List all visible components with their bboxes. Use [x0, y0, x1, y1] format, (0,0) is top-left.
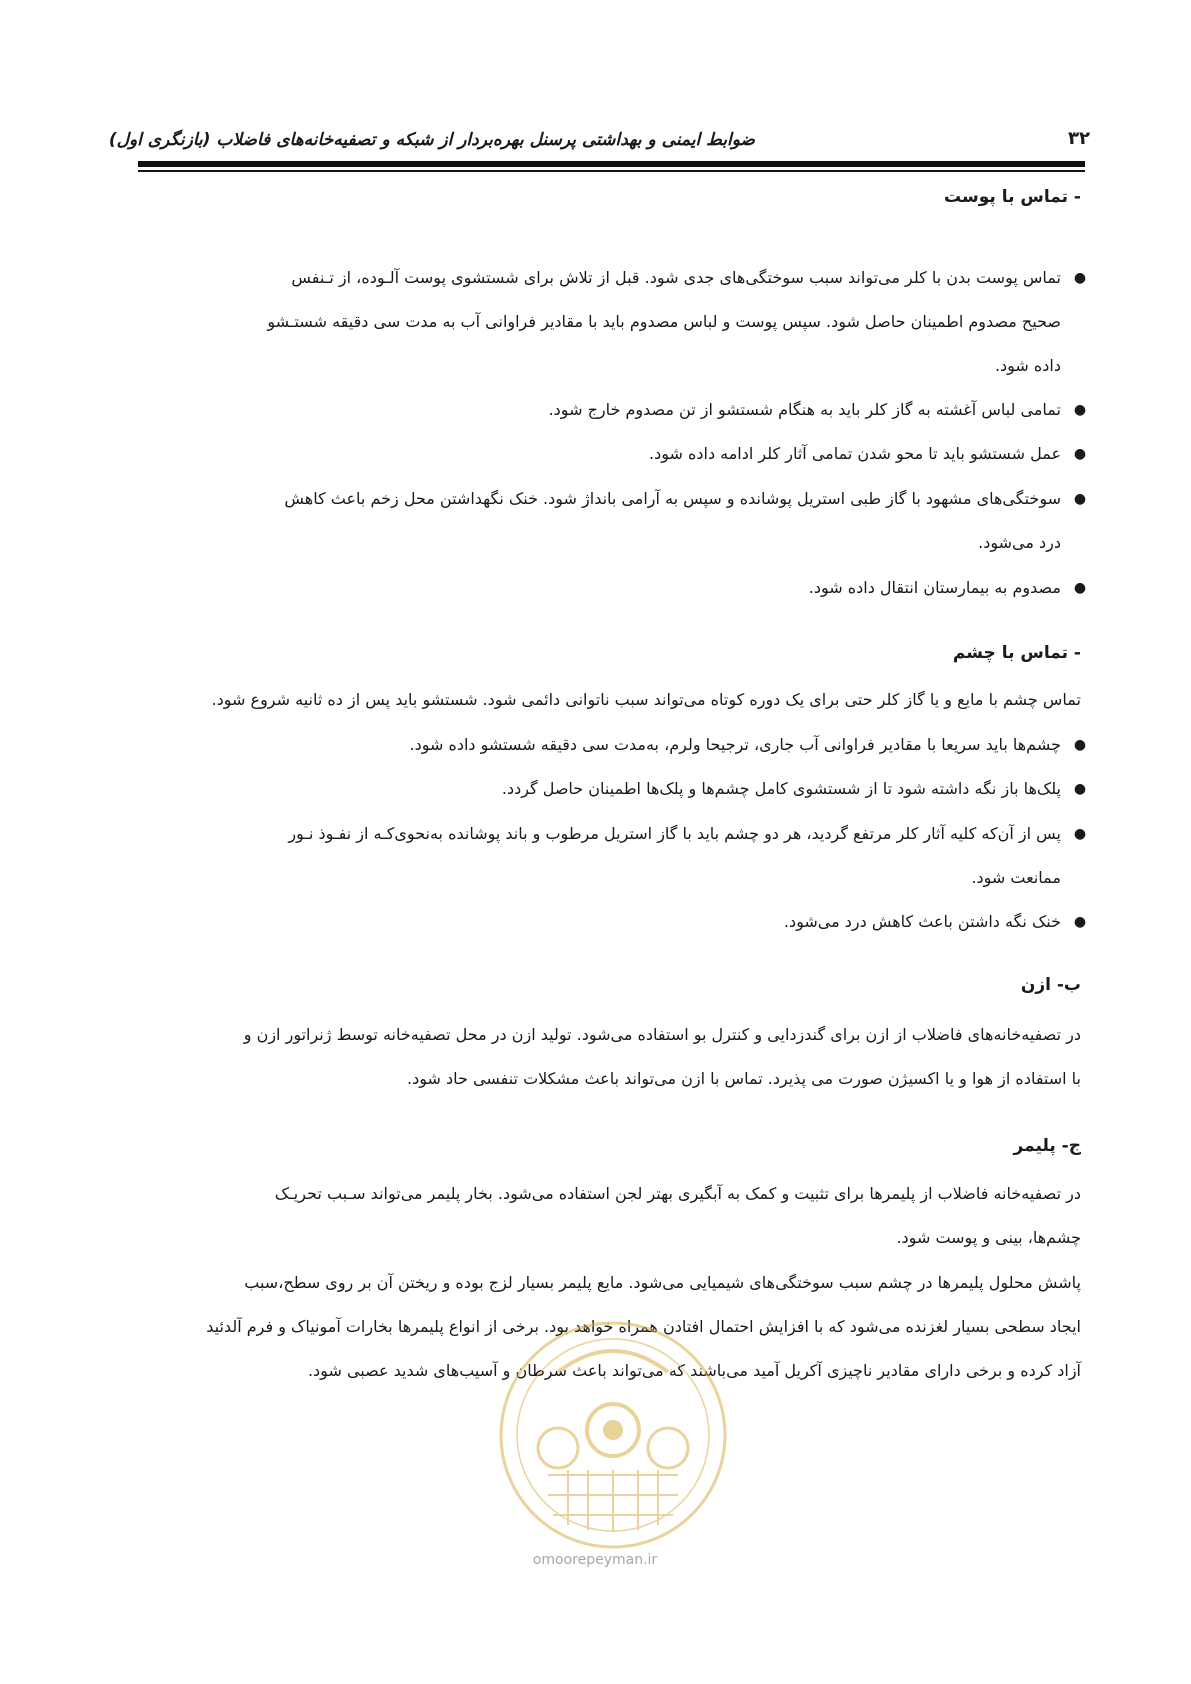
- header-rule-thin: [138, 170, 1085, 172]
- ozone-paragraph-line-2: با استفاده از هوا و یا اکسیژن صورت می پذیرد. تماس با ازن می‌تواند باعث مشکلات تنفسی حاد شود.: [407, 1069, 1081, 1088]
- section-heading-eye: - تماس با چشم: [952, 643, 1081, 663]
- eye-bullet-3-line-2: ممانعت شود.: [971, 868, 1061, 887]
- watermark-seal-icon: [488, 1310, 738, 1560]
- bullet-marker: ●: [1073, 402, 1087, 418]
- ozone-paragraph-line-1: در تصفیه‌خانه‌های فاضلاب از ازن برای گندزدایی و کنترل بو استفاده می‌شود. تولید ازن در محل تصفیه‌خانه توسط ژنراتور ازن و: [243, 1025, 1081, 1044]
- bullet-marker: ●: [1073, 826, 1087, 842]
- bullet-marker: ●: [1073, 270, 1087, 286]
- eye-bullet-3-line-1: پس از آن‌که کلیه آثار کلر مرتفع گردید، هر دو چشم باید با گاز استریل مرطوب و باند پوشانده به‌نحوی‌کـه از نفـوذ نـور: [288, 824, 1061, 843]
- bullet-marker: ●: [1073, 446, 1087, 462]
- polymer-paragraph-2-line-1: پاشش محلول پلیمرها در چشم سبب سوختگی‌های شیمیایی می‌شود. مایع پلیمر بسیار لزج بوده و ریختن آن بر روی سطح،سبب: [244, 1273, 1081, 1292]
- skin-bullet-1-line-3: داده شود.: [994, 356, 1061, 375]
- eye-bullet-1: چشم‌ها باید سریعا با مقادیر فراوانی آب جاری، ترجیحا ولرم، به‌مدت سی دقیقه شستشو داده شود.: [409, 735, 1061, 754]
- section-heading-ozone: ب- ازن: [1020, 975, 1081, 995]
- skin-bullet-5: مصدوم به بیمارستان انتقال داده شود.: [808, 578, 1061, 597]
- skin-bullet-4-line-2: درد می‌شود.: [978, 533, 1061, 552]
- eye-bullet-4: خنک نگه داشتن باعث کاهش درد می‌شود.: [783, 912, 1061, 931]
- bullet-marker: ●: [1073, 737, 1087, 753]
- skin-bullet-3: عمل شستشو باید تا محو شدن تمامی آثار کلر ادامه داده شود.: [649, 444, 1061, 463]
- bullet-marker: ●: [1073, 781, 1087, 797]
- skin-bullet-4-line-1: سوختگی‌های مشهود با گاز طبی استریل پوشانده و سپس به آرامی بانداژ شود. خنک نگهداشتن محل زخم باعث کاهش: [284, 489, 1061, 508]
- section-heading-skin: - تماس با پوست: [944, 187, 1081, 207]
- section-heading-polymer: ج- پلیمر: [1013, 1136, 1081, 1156]
- skin-bullet-1-line-2: صحیح مصدوم اطمینان حاصل شود. سپس پوست و لباس مصدوم باید با مقادیر فراوانی آب به مدت سی دقیقه شستـشو: [267, 312, 1061, 331]
- bullet-marker: ●: [1073, 914, 1087, 930]
- running-header-title: ضوابط ایمنی و بهداشتی پرسنل بهره‌بردار از شبکه و تصفیه‌خانه‌های فاضلاب (بازنگری اول): [108, 130, 755, 150]
- polymer-paragraph-2-line-3: آزاد کرده و برخی دارای مقادیر ناچیزی آکریل آمید می‌باشند که می‌تواند باعث سرطان و آسیب‌های شدید عصبی شود.: [307, 1361, 1081, 1380]
- bullet-marker: ●: [1073, 580, 1087, 596]
- skin-bullet-1-line-1: تماس پوست بدن با کلر می‌تواند سبب سوختگی‌های جدی شود. قبل از تلاش برای شستشوی پوست آلـوده، از تـنفس: [291, 268, 1061, 287]
- polymer-paragraph-1-line-1: در تصفیه‌خانه فاضلاب از پلیمرها برای تثبیت و کمک به آبگیری بهتر لجن استفاده می‌شود. بخار پلیمر می‌تواند سـبب تحریـک: [274, 1184, 1081, 1203]
- polymer-paragraph-2-line-2: ایجاد سطحی بسیار لغزنده می‌شود که با افزایش احتمال افتادن همراه خواهد بود. برخی از انواع پلیمرها بخارات آمونیاک و فرم آلدئید: [206, 1317, 1081, 1336]
- header-rule-thick: [138, 161, 1085, 167]
- page-number: ۳۲: [1068, 128, 1090, 149]
- eye-bullet-2: پلک‌ها باز نگه داشته شود تا از شستشوی کامل چشم‌ها و پلک‌ها اطمینان حاصل گردد.: [501, 779, 1061, 798]
- polymer-paragraph-1-line-2: چشم‌ها، بینی و پوست شود.: [896, 1228, 1081, 1247]
- watermark-text: omoorepeyman.ir: [532, 1552, 658, 1568]
- skin-bullet-2: تمامی لباس آغشته به گاز کلر باید به هنگام شستشو از تن مصدوم خارج شود.: [548, 400, 1061, 419]
- bullet-marker: ●: [1073, 491, 1087, 507]
- eye-intro: تماس چشم با مایع و یا گاز کلر حتی برای یک دوره کوتاه می‌تواند سبب ناتوانی دائمی شود. شستشو باید پس از ده ثانیه شروع شود.: [211, 690, 1081, 709]
